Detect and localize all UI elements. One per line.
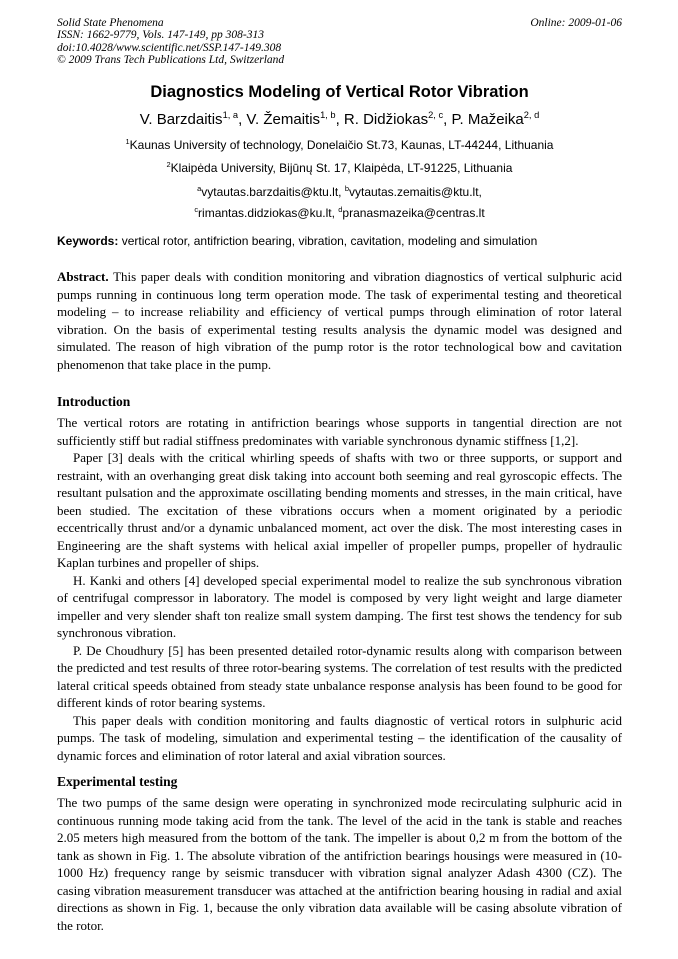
keywords-text: vertical rotor, antifriction bearing, vibration, cavitation, modeling and simulation [118,234,538,249]
author [344,111,452,128]
paper-title: Diagnostics Modeling of Vertical Rotor Vibration [150,83,529,102]
email-superscript: b [344,183,349,193]
author-superscript: 1, b [320,109,336,120]
affiliation-superscript: 2 [166,159,171,169]
email-text: pranasmazeika@centras.lt [342,206,485,221]
author-superscript: 2, c [428,109,444,120]
section-experimental-testing [57,794,622,934]
author-name: R. Didžiokas [343,111,429,129]
paragraph: H. Kanki and others [4] developed special experimental model to realize the sub synchronous vibration of centrifugal compressor in laboratory. The model is composed by very light weight and large diameter impeller and very slender shaft ton realize small system damping. The first test shows the tendency for sub synchronous vibration. [57,572,622,641]
online-date: Online: 2009-01-06 [530,17,622,29]
authors-line [57,111,622,129]
email-superscript: a [197,183,202,193]
email-text: rimantas.didziokas@ku.lt, [198,206,339,221]
section-heading-introduction: Introduction [57,394,131,410]
paragraph: P. De Choudhury [5] has been presented detailed rotor-dynamic results along with comparison between the predicted and test results of three rotor-bearing systems. The correlation of test results with the predicted lateral critical speeds obtained from steady state unbalance response analysis has been found to be good for different kinds of rotor bearing systems. [57,642,622,711]
copyright-line: © 2009 Trans Tech Publications Ltd, Switzerland [57,53,285,66]
author-name: V. Barzdaitis [139,111,223,129]
author [451,111,539,128]
paragraph: The two pumps of the same design were operating in synchronized mode recirculating sulphuric acid in continuous running mode taking acid from the tank. The level of the acid in the tank is stable and reaches 2.05 meters high measured from the bottom of the tank. The impeller is about 0,2 m from the bottom of the tank as shown in Fig. 1. The absolute vibration of the antifriction bearings housings were measured in (10-1000 Hz) frequency range by seismic transducer with vibration signal analyzer Adash 4300 (CZ). The casing vibration measurement transducer was attached at the antifriction bearing housing in radial and axial directions as shown in Fig. 1, because the only vibration data available will be casing absolute vibration of the rotor. [57,795,622,933]
paragraph: This paper deals with condition monitoring and faults diagnostic of vertical rotors in sulphuric acid pumps. The task of modeling, simulation and experimental testing – the identification of the causality of dynamic forces and elimination of rotor lateral and axial vibration sources. [57,712,622,763]
paragraph: The vertical rotors are rotating in antifriction bearings whose supports in tangential direction are not sufficiently stiff but radial stiffness predominates with variable synchronous dynamic stiffness [1,2]. [57,415,622,448]
affiliation-superscript: 1 [125,136,130,146]
email-line [57,206,622,220]
email-text: vytautas.zemaitis@ktu.lt, [348,185,482,200]
affiliation-text: Kaunas University of technology, Donelaičio St.73, Kaunas, LT-44244, Lithuania [129,138,554,153]
email-superscript: c [194,204,199,214]
email-line [57,185,622,199]
author-separator: , [443,111,452,129]
affiliation-line [57,138,622,152]
pub-header-left [57,17,284,66]
issn-line: ISSN: 1662-9779, Vols. 147-149, pp 308-313 [57,29,264,42]
pub-header [57,17,622,66]
abstract [57,268,622,373]
abstract-text: This paper deals with condition monitoring and vibration diagnostics of vertical sulphuric acid pumps running in continuous long term operation mode. The task of experimental testing and theoretical modeling – to increase reliability and efficiency of vertical pumps through elimination of rotor lateral vibration. On the basis of experimental testing results analysis the dynamic model was designed and simulated. The reason of high vibration of the pump rotor is the rotor technological bow and cavitation phenomenon that take place in the pump. [57,269,622,372]
email-superscript: d [338,204,343,214]
author-superscript: 2, d [523,109,540,120]
author-superscript: 1, a [222,109,239,120]
journal-name: Solid State Phenomena [57,17,164,29]
doi-line: doi:10.4028/www.scientific.net/SSP.147-149.308 [57,41,282,54]
author-separator: , [238,111,247,129]
section-heading-experimental-testing: Experimental testing [57,774,178,790]
keywords-label: Keywords: [57,234,119,249]
paragraph: Paper [3] deals with the critical whirling speeds of shafts with two or three supports, or support and restraint, with an overhanging great disk taking into account both seeming and real gyroscopic effects. The resultant pulsation and the approximate oscillating bending moments and stresses, in the main critical, have been studied. The excitation of these vibrations occurs when a moment originated by a periodic eccentrically thrust and/or a dynamic unbalanced moment, act over the disk. The most interesting cases in Engineering are the shaft systems with helical axial impeller of propeller pumps, propeller of hydraulic Kaplan turbines and propeller of ships. [57,450,622,571]
section-introduction [57,414,622,764]
author-name: P. Mažeika [451,111,524,129]
author-separator: , [335,111,344,129]
affiliation-line [57,161,622,175]
author [246,111,344,128]
email-text: vytautas.barzdaitis@ktu.lt, [201,185,345,200]
author-name: V. Žemaitis [246,111,321,129]
abstract-label: Abstract. [57,269,109,285]
keywords-line [57,234,622,249]
affiliation-text: Klaipėda University, Bijūnų St. 17, Klaipėda, LT-91225, Lithuania [170,161,513,176]
author [140,111,247,128]
